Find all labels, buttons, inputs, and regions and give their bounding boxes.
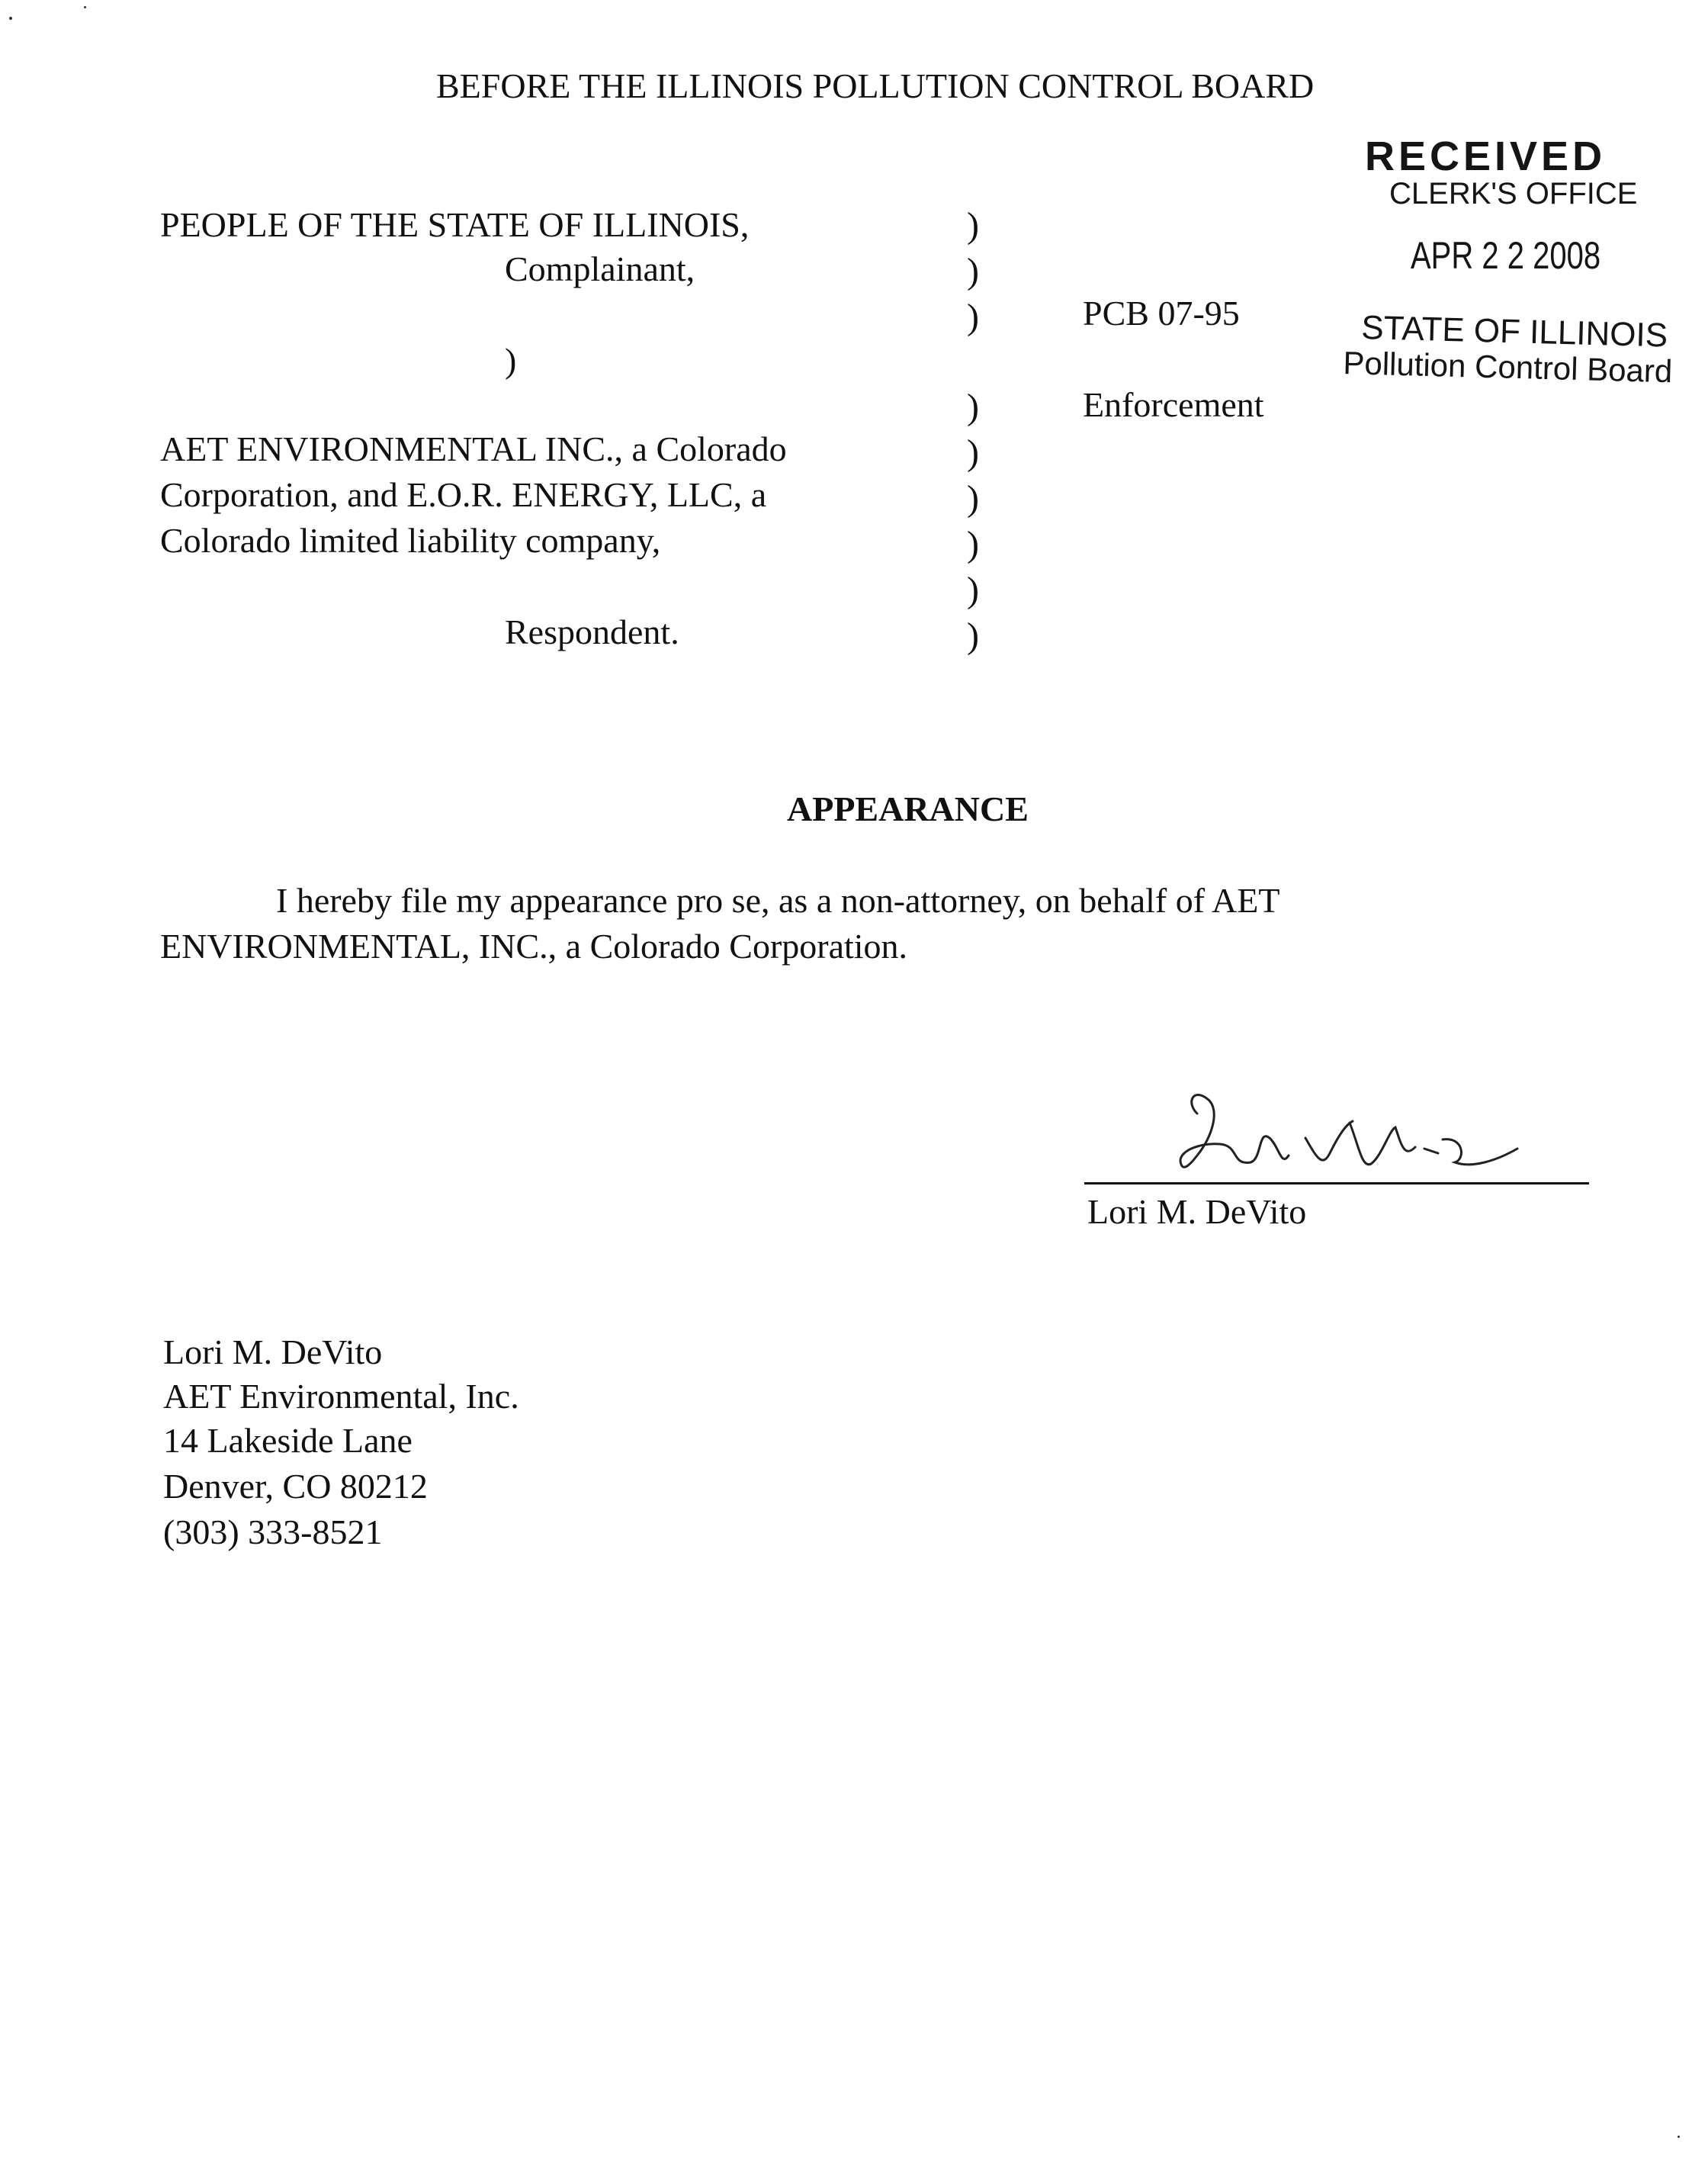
- respondent-line-3: Colorado limited liability company,: [160, 521, 661, 560]
- appearance-body-line-2: ENVIRONMENTAL, INC., a Colorado Corporation.: [160, 927, 908, 966]
- contact-street: 14 Lakeside Lane: [163, 1421, 413, 1460]
- stamp-date: APR 2 2 2008: [1411, 234, 1601, 277]
- scan-speck: [84, 6, 86, 8]
- appearance-body-line-1: I hereby file my appearance pro se, as a non-attorney, on behalf of AET: [276, 881, 1280, 920]
- caption-paren: ): [967, 524, 979, 564]
- caption-paren: ): [967, 570, 979, 610]
- complainant-name: PEOPLE OF THE STATE OF ILLINOIS,: [160, 205, 750, 244]
- caption-paren: ): [967, 387, 979, 427]
- stamp-state: STATE OF ILLINOIS: [1360, 309, 1668, 355]
- signature-line: [1084, 1182, 1589, 1184]
- caption-paren: ): [967, 432, 979, 473]
- versus-paren: ): [505, 341, 517, 380]
- respondent-line-2: Corporation, and E.O.R. ENERGY, LLC, a: [160, 475, 767, 514]
- respondent-line-1: AET ENVIRONMENTAL INC., a Colorado: [160, 429, 787, 468]
- complainant-role: Complainant,: [505, 249, 695, 288]
- caption-paren: ): [967, 478, 979, 519]
- caption-paren: ): [967, 616, 979, 656]
- scan-speck: [9, 17, 12, 20]
- stamp-office: CLERK'S OFFICE: [1389, 177, 1638, 211]
- respondent-role: Respondent.: [505, 612, 679, 651]
- scan-speck: [1678, 2136, 1680, 2138]
- signed-name: Lori M. DeVito: [1087, 1192, 1307, 1231]
- caption-paren: ): [967, 297, 979, 337]
- contact-city: Denver, CO 80212: [163, 1467, 428, 1506]
- contact-name: Lori M. DeVito: [163, 1332, 383, 1371]
- caption-paren: ): [967, 205, 979, 246]
- case-number: PCB 07-95: [1083, 294, 1240, 333]
- contact-phone: (303) 333-8521: [163, 1512, 383, 1551]
- contact-company: AET Environmental, Inc.: [163, 1377, 519, 1416]
- board-title: BEFORE THE ILLINOIS POLLUTION CONTROL BOARD: [436, 66, 1315, 105]
- case-type: Enforcement: [1083, 385, 1264, 424]
- caption-paren: ): [967, 251, 979, 291]
- stamp-received: RECEIVED: [1365, 133, 1607, 179]
- stamp-board: Pollution Control Board: [1342, 345, 1673, 390]
- signature-scribble: [1167, 1083, 1525, 1182]
- appearance-heading: APPEARANCE: [787, 789, 1029, 828]
